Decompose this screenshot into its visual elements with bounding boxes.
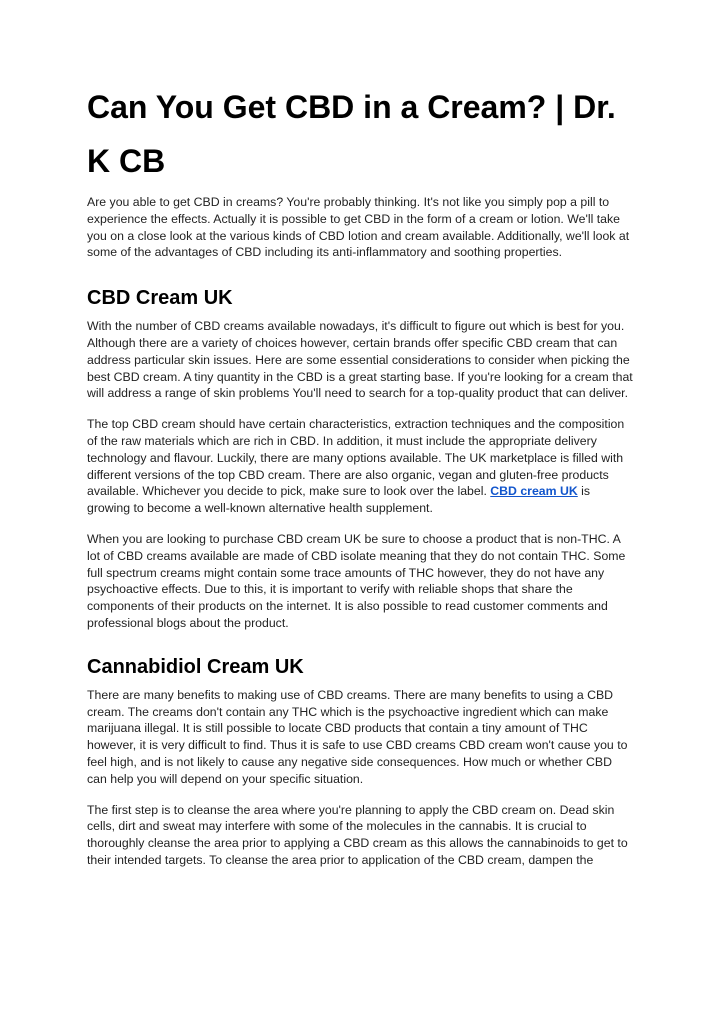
section1-paragraph-1: With the number of CBD creams available nowadays, it's difficult to figure out which is best for you. Although there are a variety of choices however, certain brands offer specific CBD cream that can address particular skin issues. Here are some essential considerations to consider when picking the best CBD cream. A tiny quantity in the CBD is a great starting base. If you're looking for a cream that will address a range of skin problems You'll need to search for a top-quality product that can deliver.	[87, 319, 633, 401]
section2-paragraph-2: The first step is to cleanse the area where you're planning to apply the CBD cream on. Dead skin cells, dirt and sweat may interfere with some of the molecules in the cannabis. It is crucial to thoroughly cleanse the area prior to applying a CBD cream as this allows the cannabinoids to get to their intended targets. To cleanse the area prior to application of the CBD cream, dampen the	[87, 802, 628, 867]
cbd-cream-uk-link[interactable]: CBD cream UK	[490, 484, 578, 499]
section1-paragraph-2	[87, 416, 635, 517]
intro-paragraph: Are you able to get CBD in creams? You're probably thinking. It's not like you simply pop a pill to experience the effects. Actually it is possible to get CBD in the form of a cream or lotion. We'll take you on a close look at the various kinds of CBD lotion and cream available. Additionally, we'll look at some of the advantages of CBD including its anti-inflammatory and soothing properties.	[87, 195, 630, 260]
document-page	[87, 80, 635, 869]
section-heading-cbd-cream-uk: CBD Cream UK	[87, 287, 233, 310]
section2-paragraph-1: There are many benefits to making use of CBD creams. There are many benefits to using a CBD cream. The creams don't contain any THC which is the psychoactive ingredient which can make marijuana illegal. It is still possible to locate CBD products that contain a tiny amount of THC however, it is very difficult to find. Thus it is safe to use CBD creams CBD cream won't cause you to feel high, and is not likely to cause any negative side consequences. How much or whether CBD can help you will depend on your specific situation.	[87, 687, 628, 786]
paragraph-text: The top CBD cream should have certain characteristics, extraction techniques and the composition of the raw materials which are rich in CBD. In addition, it must include the appropriate delivery technology and flavour. Luckily, there are many options available. The UK marketplace is filled with different versions of the top CBD cream. There are also organic, vegan and gluten-free products available. Whichever you decide to pick, make sure to look over the label.	[87, 417, 625, 499]
section1-paragraph-3: When you are looking to purchase CBD cream UK be sure to choose a product that is non-THC. A lot of CBD creams available are made of CBD isolate meaning that they do not contain THC. Some full spectrum creams might contain some trace amounts of THC however, they do not have any psychoactive effects. Due to this, it is important to verify with reliable shops that share the components of their products on the internet. It is also possible to read customer comments and professional blogs about the product.	[87, 531, 626, 630]
section-heading-cannabidiol-cream-uk: Cannabidiol Cream UK	[87, 655, 304, 678]
document-title: Can You Get CBD in a Cream? | Dr. K CB	[87, 89, 616, 179]
paragraph-text: is growing to become a well-known alternative health supplement.	[87, 484, 591, 516]
